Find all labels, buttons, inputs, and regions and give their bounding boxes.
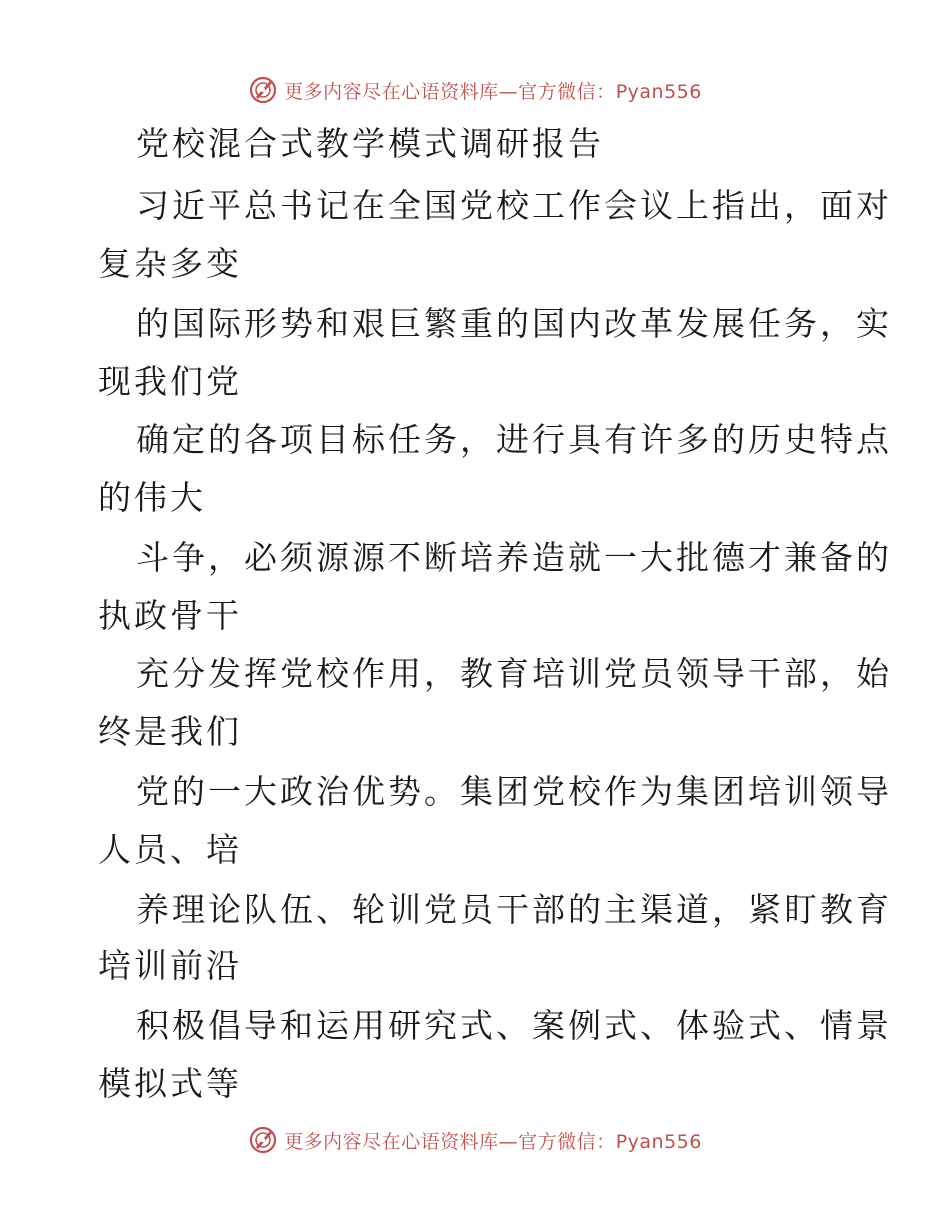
pen-logo-icon xyxy=(248,1125,278,1155)
watermark-dash: — xyxy=(498,80,519,103)
paragraph-line: 的国际形势和艰巨繁重的国内改革发展任务，实 xyxy=(136,304,892,343)
document-title: 党校混合式教学模式调研报告 xyxy=(136,124,604,163)
watermark-official: 官方微信： xyxy=(518,80,616,103)
paragraph-line: 模拟式等 xyxy=(98,1064,242,1103)
paragraph-line: 习近平总书记在全国党校工作会议上指出，面对 xyxy=(136,186,892,225)
paragraph-line: 确定的各项目标任务，进行具有许多的历史特点 xyxy=(136,420,892,459)
footer-watermark xyxy=(0,1122,950,1158)
watermark-text: 更多内容尽在心语资料库 xyxy=(284,80,499,103)
watermark-dash: — xyxy=(498,1130,519,1153)
paragraph-line: 斗争，必须源源不断培养造就一大批德才兼备的 xyxy=(136,538,892,577)
paragraph-line: 现我们党 xyxy=(98,362,242,401)
watermark-text: 更多内容尽在心语资料库 xyxy=(284,1130,499,1153)
header-watermark xyxy=(0,72,950,108)
pen-logo-icon xyxy=(248,75,278,105)
paragraph-line: 复杂多变 xyxy=(98,244,242,283)
paragraph-line: 的伟大 xyxy=(98,478,206,517)
paragraph-line: 养理论队伍、轮训党员干部的主渠道，紧盯教育 xyxy=(136,890,892,929)
watermark-id: Pyan556 xyxy=(615,80,702,103)
paragraph-line: 培训前沿 xyxy=(98,946,242,985)
watermark-official: 官方微信： xyxy=(518,1130,616,1153)
paragraph-line: 党的一大政治优势。集团党校作为集团培训领导 xyxy=(136,772,892,811)
paragraph-line: 人员、培 xyxy=(98,830,242,869)
paragraph-line: 终是我们 xyxy=(98,712,242,751)
paragraph-line: 执政骨干 xyxy=(98,596,242,635)
paragraph-line: 充分发挥党校作用，教育培训党员领导干部，始 xyxy=(136,654,892,693)
watermark-id: Pyan556 xyxy=(615,1130,702,1153)
paragraph-line: 积极倡导和运用研究式、案例式、体验式、情景 xyxy=(136,1006,892,1045)
